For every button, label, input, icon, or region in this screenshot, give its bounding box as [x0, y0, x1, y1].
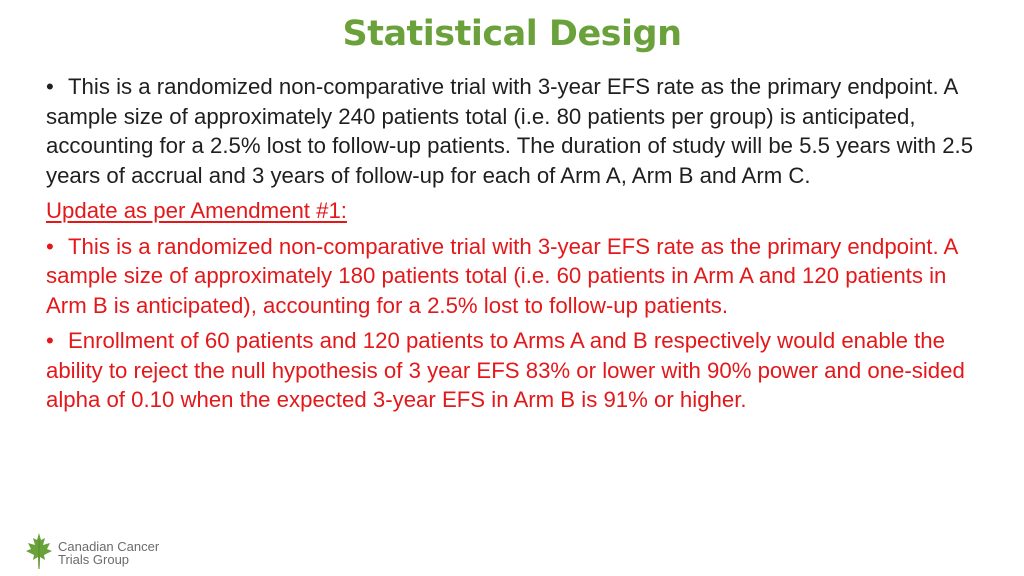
- slide-content: [46, 72, 986, 421]
- bullet-icon: •: [46, 328, 54, 353]
- slide-title: Statistical Design: [342, 14, 682, 54]
- bullet-icon: •: [46, 233, 54, 259]
- bullet-paragraph-enrollment: [46, 326, 986, 415]
- bullet-icon: •: [46, 74, 54, 99]
- amended-sample-size-text: This is a randomized non-comparative trial with 3-year EFS rate as the primary endpoint. A sample size of approximately 180 patients total (i.e. 60 patients in Arm A and 120 patients in Arm B is anticipated), accounting for a 2.5% lost to follow-up patients.: [46, 233, 958, 318]
- logo-line-2: Trials Group: [58, 552, 130, 567]
- logo-wordmark: [58, 540, 159, 566]
- cctg-logo: [24, 531, 194, 571]
- logo-line-1: Canadian Cancer: [58, 539, 160, 554]
- bullet-paragraph-amended-sample-size: [46, 232, 986, 321]
- maple-leaf-icon: [24, 531, 54, 571]
- amendment-heading: Update as per Amendment #1:: [46, 198, 347, 223]
- bullet-paragraph-original: [46, 72, 986, 190]
- original-design-text: This is a randomized non-comparative trial with 3-year EFS rate as the primary endpoint. A sample size of approximately 240 patients total (i.e. 80 patients per group) is anticipated, accounting for a 2.5% lost to follow-up patients. The duration of study will be 5.5 years with 2.5 years of accrual and 3 years of follow-up for each of Arm A, Arm B and Arm C.: [46, 74, 974, 188]
- enrollment-power-text: Enrollment of 60 patients and 120 patients to Arms A and B respectively would enable the ability to reject the null hypothesis of 3 year EFS 83% or lower with 90% power and one-sided alpha of 0.10 when the expected 3-year EFS in Arm B is 91% or higher.: [46, 328, 965, 412]
